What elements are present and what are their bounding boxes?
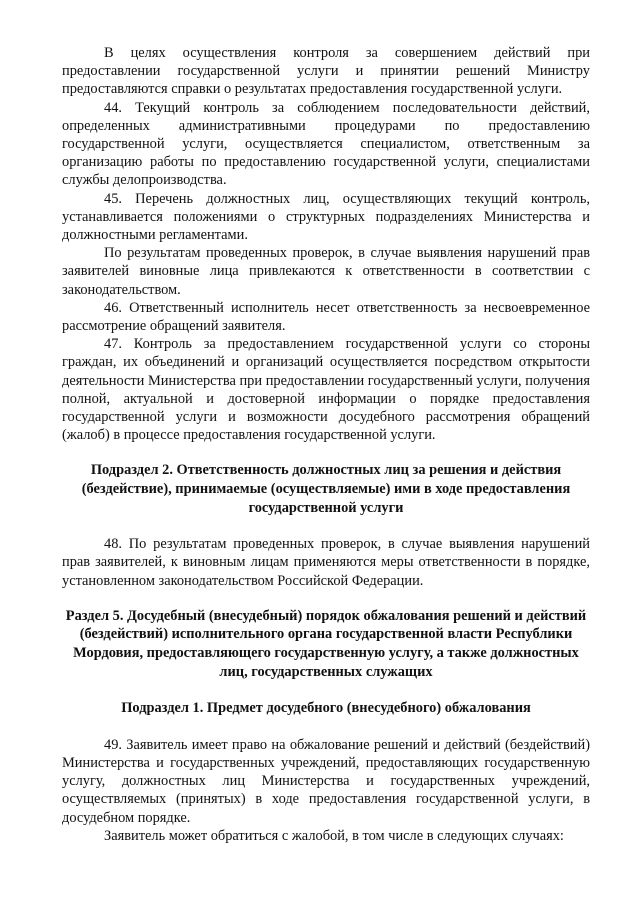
spacer: [62, 681, 590, 699]
paragraph-control-reports: В целях осуществления контроля за совершением действий при предоставлении государственной услуги и принятии решений Министру предоставляются справки о результатах предоставления государственной услуги.: [62, 45, 590, 98]
paragraph-45-violations: По результатам проведенных проверок, в случае выявления нарушений прав заявителей виновные лица привлекаются к ответственности в соответствии с законодательством.: [62, 245, 590, 298]
paragraph-46: 46. Ответственный исполнитель несет ответственность за несвоевременное рассмотрение обращений заявителя.: [62, 299, 590, 335]
subsection-2-heading: Подраздел 2. Ответственность должностных лиц за решения и действия (бездействие), принимаемые (осуществляемые) ими в ходе предоставления государственной услуги: [81, 462, 571, 516]
paragraph-47: 47. Контроль за предоставлением государственной услуги со стороны граждан, их объединений и организаций осуществляется посредством открытости деятельности Министерства при предоставлении государственный услуги, получения полной, актуальной и достоверной информации о порядке предоставления государственной услуги и возможности досудебного рассмотрения обращений (жалоб) в процессе предоставления государственной услуги.: [62, 336, 590, 444]
paragraph-49-cases: Заявитель может обратиться с жалобой, в том числе в следующих случаях:: [104, 827, 564, 844]
spacer: [62, 444, 590, 461]
spacer: [62, 517, 590, 535]
paragraph-49: 49. Заявитель имеет право на обжалование решений и действий (бездействий) Министерства и государственных учреждений, предоставляющих государственную услугу, должностных лиц Министерства и государственных учреждений, осуществляемых (принятых) в ходе предоставления государственной услуги, в досудебном порядке.: [62, 736, 590, 826]
paragraph-44: 44. Текущий контроль за соблюдением последовательности действий, определенных административными процедурами по предоставлению государственной услуги, осуществляется специалистом, ответственным за организацию работы по предоставлению государственной услуги, специалистами службы делопроизводства.: [62, 99, 590, 189]
section-5-subsection-1-heading: Подраздел 1. Предмет досудебного (внесудебного) обжалования: [121, 700, 531, 717]
paragraph-45: 45. Перечень должностных лиц, осуществляющих текущий контроль, устанавливается положениями о структурных подразделениях Министерства и должностными регламентами.: [62, 190, 590, 244]
paragraph-48: 48. По результатам проведенных проверок, в случае выявления нарушений прав заявителей, к виновным лицам применяются меры ответственности в порядке, установленном законодательством Российской Федерации.: [62, 536, 590, 589]
spacer: [62, 590, 590, 607]
section-5-heading: Раздел 5. Досудебный (внесудебный) порядок обжалования решений и действий (бездействий) исполнительного органа государственной власти Республики Мордовия, предоставляющего государственную услугу, а также должностных лиц, государственных служащих: [65, 607, 587, 680]
spacer: [62, 718, 590, 736]
document-page: [62, 44, 590, 845]
